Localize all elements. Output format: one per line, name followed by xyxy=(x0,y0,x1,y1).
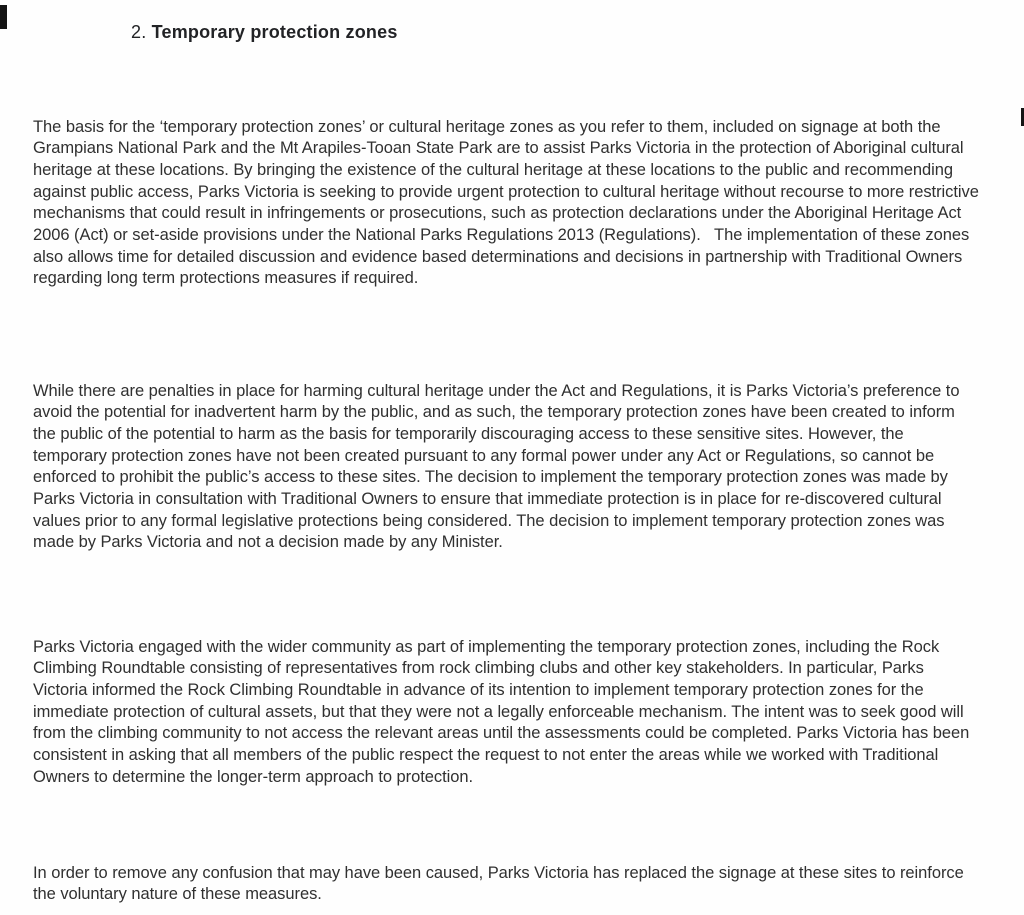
paragraph-community-engagement: Parks Victoria engaged with the wider community as part of implementing the temporary protection zones, including the Rock Climbing Roundtable consisting of representatives from rock climbing clubs and other key stakeholders. In particular, Parks Victoria informed the Rock Climbing Roundtable in advance of its intention to implement temporary protection zones for the immediate protection of cultural assets, but that they were not a legally enforceable mechanism. The intent was to seek good will from the climbing community to not access the relevant areas until the assessments could be completed. Parks Victoria has been consistent in asking that all members of the public respect the request to not enter the areas while we worked with Traditional Owners to determine the longer-term approach to protection. xyxy=(33,637,974,786)
section-heading xyxy=(131,22,398,43)
paragraph-penalties-and-enforcement: While there are penalties in place for harming cultural heritage under the Act and Regulations, it is Parks Victoria’s preference to avoid the potential for inadvertent harm by the public, and as such, the temporary protection zones have been created to inform the public of the potential to harm as the basis for temporarily discouraging access to these sensitive sites. However, the temporary protection zones have not been created pursuant to any formal power under any Act or Regulations, so cannot be enforced to prohibit the public’s access to these sites. The decision to implement the temporary protection zones was made by Parks Victoria in consultation with Traditional Owners to ensure that immediate protection is in place for re-discovered cultural values prior to any formal legislative protections being considered. The decision to implement temporary protection zones was made by Parks Victoria and not a decision made by any Minister. xyxy=(33,381,965,552)
section-number: 2. xyxy=(131,22,147,42)
section-title: Temporary protection zones xyxy=(151,22,398,42)
paragraph-basis-for-zones: The basis for the ‘temporary protection zones’ or cultural heritage zones as you refer to them, included on signage at both the Grampians National Park and the Mt Arapiles-Tooan State Park are to assist Parks Victoria in the protection of Aboriginal cultural heritage at these locations. By bringing the existence of the cultural heritage at these locations to the public and recommending against public access, Parks Victoria is seeking to provide urgent protection to cultural heritage without recourse to more restrictive mechanisms that could result in infringements or prosecutions, such as protection declarations under the Aboriginal Heritage Act 2006 (Act) or set-aside provisions under the National Parks Regulations 2013 (Regulations). The implementation of these zones also allows time for detailed discussion and evidence based determinations and decisions in partnership with Traditional Owners regarding long term protections measures if required. xyxy=(33,117,984,288)
paragraph-signage-replacement: In order to remove any confusion that may have been caused, Parks Victoria has replaced the signage at these sites to reinforce the voluntary nature of these measures. xyxy=(33,863,969,904)
scan-artifact-top-left xyxy=(0,5,7,29)
